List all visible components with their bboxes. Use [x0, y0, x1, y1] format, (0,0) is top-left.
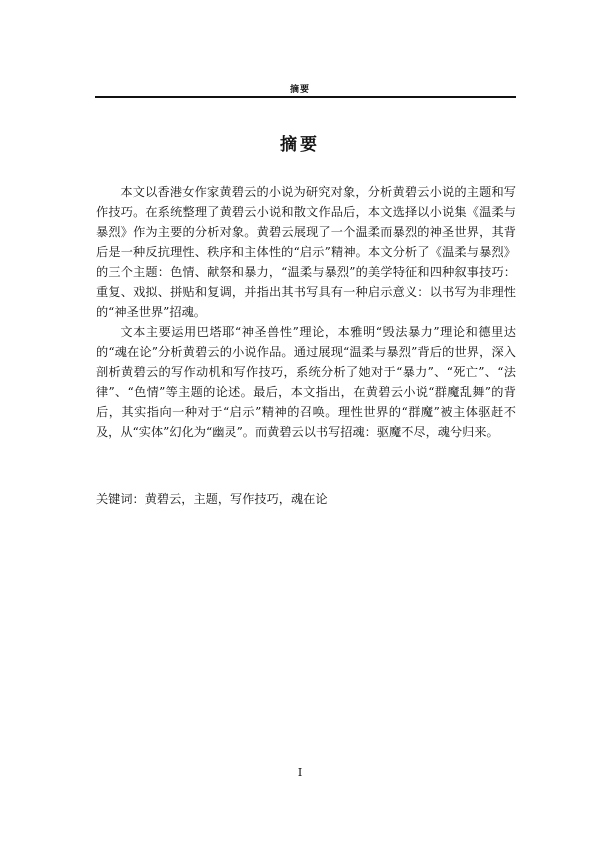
running-header: 摘要 — [289, 85, 310, 95]
page-number: I — [297, 766, 303, 779]
abstract-body — [96, 182, 516, 442]
page-title: 摘要 — [280, 135, 320, 155]
keywords-line: 关键词：黄碧云，主题，写作技巧，魂在论 — [96, 492, 328, 506]
abstract-paragraph-1: 本文以香港女作家黄碧云的小说为研究对象，分析黄碧云小说的主题和写作技巧。在系统整理了黄碧云小说和散文作品后，本文选择以小说集《温柔与暴烈》作为主要的分析对象。黄碧云展现了一个温柔而暴烈的神圣世界，其背后是一种反抗理性、秩序和主体性的“启示”精神。本文分析了《温柔与暴烈》的三个主题：色情、献祭和暴力，“温柔与暴烈”的美学特征和四种叙事技巧：重复、戏拟、拼贴和复调，并指出其书写具有一种启示意义：以书写为非理性的“神圣世界”招魂。 — [96, 185, 516, 319]
abstract-paragraph-2: 文本主要运用巴塔耶“神圣兽性”理论，本雅明“毁法暴力”理论和德里达的“魂在论”分析黄碧云的小说作品。通过展现“温柔与暴烈”背后的世界，深入剖析黄碧云的写作动机和写作技巧，系统分析了她对于“暴力”、“死亡”、“法律”、“色情”等主题的论述。最后，本文指出，在黄碧云小说“群魔乱舞”的背后，其实指向一种对于“启示”精神的召唤。理性世界的“群魔”被主体驱赶不及，从“实体”幻化为“幽灵”。而黄碧云以书写招魂：驱魔不尽，魂兮归来。 — [96, 325, 516, 439]
header-rule — [95, 96, 516, 98]
